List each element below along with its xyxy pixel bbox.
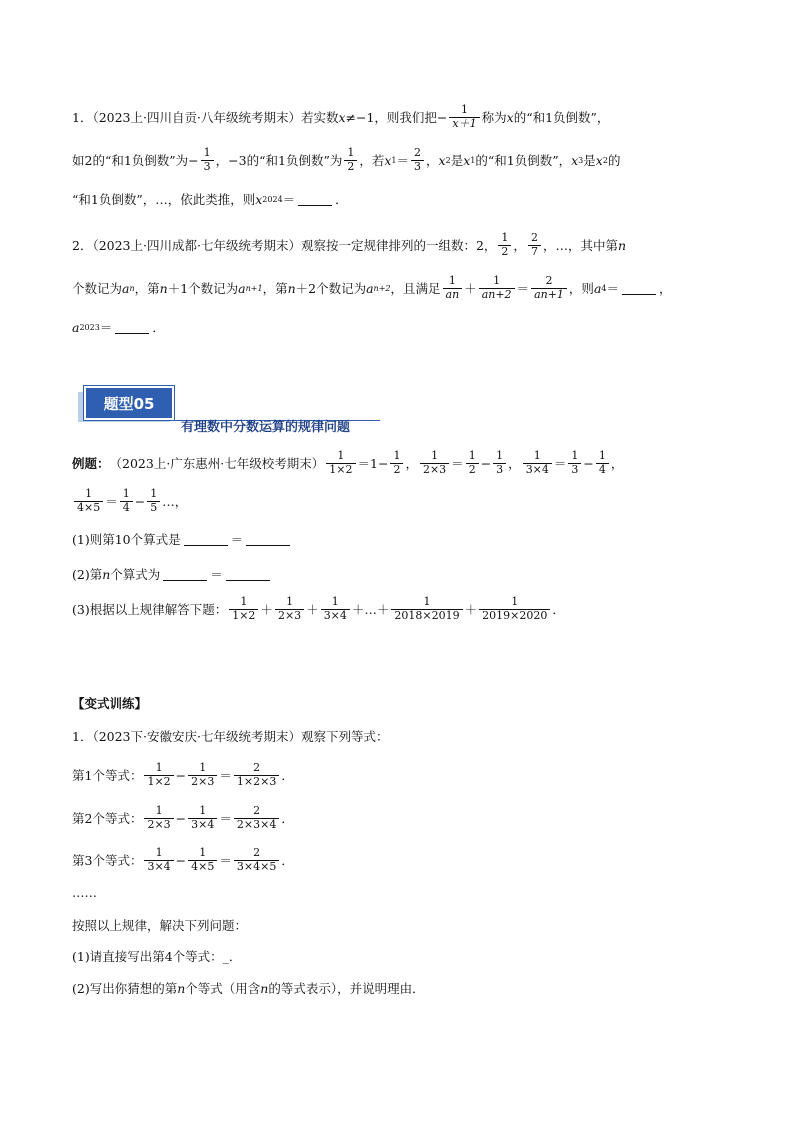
problem1-line2 xyxy=(72,147,722,173)
denominator: 3 xyxy=(493,463,506,477)
section-badge xyxy=(78,386,178,426)
variant-equation3 xyxy=(72,847,722,873)
text: 是 xyxy=(583,153,596,169)
text: 第3个等式： xyxy=(72,853,143,869)
denominator: x＋1 xyxy=(449,117,479,131)
text: ＝1− xyxy=(357,456,389,472)
denominator: 2×3 xyxy=(188,775,217,789)
text: − xyxy=(134,493,146,509)
denominator: 2 xyxy=(390,463,403,477)
fraction xyxy=(479,275,515,301)
text: ，若 xyxy=(359,153,385,169)
text: （2023上·广东惠州·七年级校考期末） xyxy=(109,456,325,472)
problem1-line3 xyxy=(72,190,722,208)
fraction xyxy=(188,805,217,831)
text: ， xyxy=(610,456,624,472)
numerator: 1 xyxy=(448,274,456,287)
numerator: 1 xyxy=(286,595,294,608)
denominator: 4×5 xyxy=(74,501,103,515)
problem2-line2 xyxy=(72,275,722,301)
text: − xyxy=(175,810,187,826)
variant-equation1 xyxy=(72,762,722,788)
subscript: n+2 xyxy=(373,283,391,293)
fraction xyxy=(147,488,160,514)
text: 个数记为 xyxy=(72,281,123,297)
denominator: 3×4×5 xyxy=(234,860,279,874)
variant-question2 xyxy=(72,979,722,997)
denominator: an xyxy=(443,288,463,302)
numerator: 2 xyxy=(253,804,261,817)
variant-ellipsis: …… xyxy=(72,885,97,900)
text: 的“和1负倒数”， xyxy=(513,110,610,126)
text: ，则 xyxy=(568,281,594,297)
text: − xyxy=(175,852,187,868)
text: ＝ xyxy=(99,320,113,335)
text: …， xyxy=(162,494,188,510)
text: ＋ xyxy=(464,602,478,618)
fraction xyxy=(493,450,506,476)
text: ． xyxy=(281,811,294,827)
denominator: 4 xyxy=(596,463,609,477)
fraction xyxy=(390,450,403,476)
example-line2 xyxy=(72,488,722,514)
numerator: 1 xyxy=(85,487,93,500)
text: ， xyxy=(659,281,672,297)
fraction xyxy=(188,847,217,873)
text: ＝ xyxy=(230,532,244,547)
text: ． xyxy=(335,192,348,207)
subscript: 1 xyxy=(470,155,476,165)
denominator: an+1 xyxy=(531,288,567,302)
fraction xyxy=(74,488,103,514)
numerator: 1 xyxy=(493,274,501,287)
numerator: 1 xyxy=(461,103,468,116)
badge-label: 题型05 xyxy=(84,386,174,420)
fraction xyxy=(344,147,357,173)
fraction xyxy=(144,805,173,831)
fraction xyxy=(466,450,479,476)
numerator: 1 xyxy=(337,449,345,462)
subscript: 2 xyxy=(602,155,608,165)
answer-blank[interactable] xyxy=(115,321,149,334)
fraction xyxy=(498,232,511,258)
text: ，且满足 xyxy=(390,281,441,297)
denominator: 3×4 xyxy=(321,609,350,623)
text: ＝ xyxy=(553,456,567,472)
text: ＋ xyxy=(306,602,319,618)
var-x: x xyxy=(595,152,603,168)
text: 称为 xyxy=(481,110,507,126)
text: ＝ xyxy=(282,192,296,207)
text: 个算式为 xyxy=(110,567,161,582)
problem2-line1 xyxy=(72,232,722,258)
variant-intro: 1．（2023下·安徽安庆·七年级统考期末）观察下列等式： xyxy=(72,729,389,744)
answer-blank[interactable] xyxy=(298,193,332,206)
fraction xyxy=(420,450,449,476)
var-a: a xyxy=(238,280,246,296)
example-question2 xyxy=(72,565,722,583)
numerator: 2 xyxy=(253,846,261,859)
denominator: 1×2×3 xyxy=(234,775,279,789)
text: ＋ xyxy=(260,602,273,618)
fraction xyxy=(596,450,609,476)
text: ＋2个数记为 xyxy=(295,281,367,297)
numerator: 1 xyxy=(199,846,207,859)
denominator: 3 xyxy=(201,160,214,174)
section-heading: 有理数中分数运算的规律问题 xyxy=(181,420,351,435)
text: ＝ xyxy=(396,153,410,169)
denominator: 2×3 xyxy=(420,463,449,477)
fraction xyxy=(443,275,463,301)
fraction xyxy=(449,104,479,130)
text: ＝ xyxy=(219,768,232,784)
denominator: 2018×2019 xyxy=(391,609,462,623)
text: (3)根据以上规律解答下题： xyxy=(72,602,228,618)
text: ＝ xyxy=(210,567,223,582)
fraction xyxy=(229,596,258,622)
denominator: 4×5 xyxy=(188,860,217,874)
subscript: 2024 xyxy=(262,194,283,204)
text: 的 xyxy=(607,153,621,169)
text: ． xyxy=(281,853,294,869)
denominator: 4 xyxy=(120,501,133,515)
text: ， xyxy=(405,456,418,472)
var-n: n xyxy=(177,980,186,996)
subscript: 2023 xyxy=(79,322,100,332)
numerator: 1 xyxy=(598,449,606,462)
text: ≠−1，则我们把− xyxy=(345,110,448,126)
numerator: 2 xyxy=(545,274,553,287)
text: 如2的“和1负倒数”为− xyxy=(72,153,199,169)
denominator: 2×3×4 xyxy=(234,818,279,832)
denominator: 1×2 xyxy=(229,609,258,623)
var-a: a xyxy=(366,280,374,296)
answer-blank[interactable] xyxy=(246,533,290,546)
variant-title: 【变式训练】 xyxy=(72,696,148,711)
var-n: n xyxy=(260,980,269,996)
numerator: 1 xyxy=(496,449,504,462)
denominator: 1×2 xyxy=(326,463,355,477)
text: ＝ xyxy=(105,494,118,510)
numerator: 1 xyxy=(501,231,509,244)
var-x: x xyxy=(338,109,346,125)
numerator: 1 xyxy=(331,595,339,608)
fraction xyxy=(568,450,581,476)
variant-instructions: 按照以上规律，解决下列问题： xyxy=(72,918,248,933)
denominator: 2 xyxy=(466,463,479,477)
denominator: 3×4 xyxy=(523,463,552,477)
var-x: x xyxy=(463,152,471,168)
numerator: 1 xyxy=(199,761,207,774)
text: ＝ xyxy=(219,811,232,827)
var-a: a xyxy=(122,280,130,296)
var-n: n xyxy=(617,237,627,253)
text: ． xyxy=(552,602,565,618)
text: 1．（2023上·四川自贡·八年级统考期末）若实数 xyxy=(72,110,339,126)
var-x: x xyxy=(384,152,392,168)
text: ． xyxy=(152,320,165,335)
text: ，…，其中第 xyxy=(542,238,618,254)
fraction xyxy=(275,596,304,622)
numerator: 1 xyxy=(347,146,355,159)
fraction xyxy=(234,847,279,873)
numerator: 1 xyxy=(155,761,163,774)
text: 的等式表示），并说明理由． xyxy=(268,981,425,996)
denominator: 3 xyxy=(568,463,581,477)
text: ，−3的“和1负倒数”为 xyxy=(215,153,343,169)
subscript: n xyxy=(129,283,135,293)
example-label: 例题： xyxy=(72,456,110,472)
fraction xyxy=(391,596,462,622)
text: − xyxy=(480,455,492,471)
example-question1 xyxy=(72,530,722,548)
text: − xyxy=(175,767,187,783)
var-n: n xyxy=(159,280,168,296)
text: 2．（2023上·四川成都·七年级统考期末）观察按一定规律排列的一组数：2， xyxy=(72,238,497,254)
var-x: x xyxy=(506,109,514,125)
answer-blank[interactable] xyxy=(622,282,656,295)
text: ， xyxy=(426,153,439,169)
var-x: x xyxy=(571,152,579,168)
var-n: n xyxy=(287,280,296,296)
fraction xyxy=(144,847,173,873)
subscript: n+1 xyxy=(245,283,263,293)
variant-equation2 xyxy=(72,805,722,831)
numerator: 1 xyxy=(393,449,401,462)
answer-blank[interactable] xyxy=(163,568,207,581)
denominator: 5 xyxy=(147,501,160,515)
text: ， xyxy=(508,456,521,472)
var-x: x xyxy=(438,152,446,168)
numerator: 1 xyxy=(150,487,158,500)
fraction xyxy=(528,232,541,258)
fraction xyxy=(120,488,133,514)
denominator: 7 xyxy=(528,245,541,259)
text: ＋1个数记为 xyxy=(167,281,239,297)
text: ． xyxy=(281,768,294,784)
denominator: 3×4 xyxy=(188,818,217,832)
numerator: 1 xyxy=(240,595,248,608)
numerator: 2 xyxy=(414,146,422,159)
fraction xyxy=(234,805,279,831)
numerator: 1 xyxy=(203,146,211,159)
numerator: 1 xyxy=(571,449,579,462)
text: ＝ xyxy=(516,281,530,297)
text: ＝ xyxy=(606,281,619,297)
denominator: 2 xyxy=(498,245,511,259)
fraction xyxy=(144,762,173,788)
denominator: 2 xyxy=(344,160,357,174)
subscript: 1 xyxy=(391,155,397,165)
fraction xyxy=(326,450,355,476)
problem2-line3 xyxy=(72,318,722,336)
answer-blank[interactable] xyxy=(226,568,270,581)
numerator: 1 xyxy=(511,595,519,608)
denominator: 1×2 xyxy=(144,775,173,789)
var-x: x xyxy=(255,191,263,207)
fraction xyxy=(188,762,217,788)
answer-blank[interactable] xyxy=(184,533,228,546)
var-a: a xyxy=(593,280,602,296)
numerator: 2 xyxy=(530,231,538,244)
text: ， xyxy=(513,238,526,254)
subscript: 2 xyxy=(445,155,451,165)
text: 第2个等式： xyxy=(72,811,143,827)
fraction xyxy=(411,147,424,173)
text: ＋ xyxy=(464,281,477,297)
denominator: 3 xyxy=(411,160,424,174)
denominator: an+2 xyxy=(479,288,515,302)
example-question3 xyxy=(72,596,722,622)
denominator: 2×3 xyxy=(275,609,304,623)
text: ，第 xyxy=(134,281,160,297)
text: (1)则第10个算式是 xyxy=(72,532,181,547)
text: ＝ xyxy=(451,456,464,472)
text: ＝ xyxy=(219,853,232,869)
subscript: 4 xyxy=(601,283,607,293)
denominator: 2019×2020 xyxy=(479,609,550,623)
numerator: 1 xyxy=(468,449,476,462)
text: 个等式（用含 xyxy=(185,981,261,996)
text: 是 xyxy=(450,153,464,169)
fraction xyxy=(531,275,567,301)
denominator: 3×4 xyxy=(144,860,173,874)
text: “和1负倒数”，…，依此类推，则 xyxy=(72,192,256,207)
text: (2)第 xyxy=(72,567,103,582)
fraction xyxy=(201,147,214,173)
text: 的“和1负倒数”， xyxy=(475,153,572,169)
text: ，第 xyxy=(262,281,288,297)
numerator: 1 xyxy=(533,449,541,462)
numerator: 2 xyxy=(253,761,261,774)
numerator: 1 xyxy=(199,804,207,817)
denominator: 2×3 xyxy=(144,818,173,832)
fraction xyxy=(234,762,279,788)
numerator: 1 xyxy=(431,449,439,462)
text: − xyxy=(583,455,594,471)
var-n: n xyxy=(102,566,111,582)
numerator: 1 xyxy=(423,595,431,608)
variant-question1: (1)请直接写出第4个等式：_． xyxy=(72,949,242,964)
fraction xyxy=(523,450,552,476)
var-a: a xyxy=(72,319,80,335)
fraction xyxy=(321,596,350,622)
numerator: 1 xyxy=(155,804,163,817)
fraction xyxy=(479,596,550,622)
text: ＋…＋ xyxy=(351,602,390,618)
text: 第1个等式： xyxy=(72,768,143,784)
problem1-line1 xyxy=(72,104,722,130)
example-line1 xyxy=(72,450,722,476)
text: (2)写出你猜想的第 xyxy=(72,981,178,996)
numerator: 1 xyxy=(122,487,130,500)
numerator: 1 xyxy=(155,846,163,859)
subscript: 3 xyxy=(578,155,584,165)
